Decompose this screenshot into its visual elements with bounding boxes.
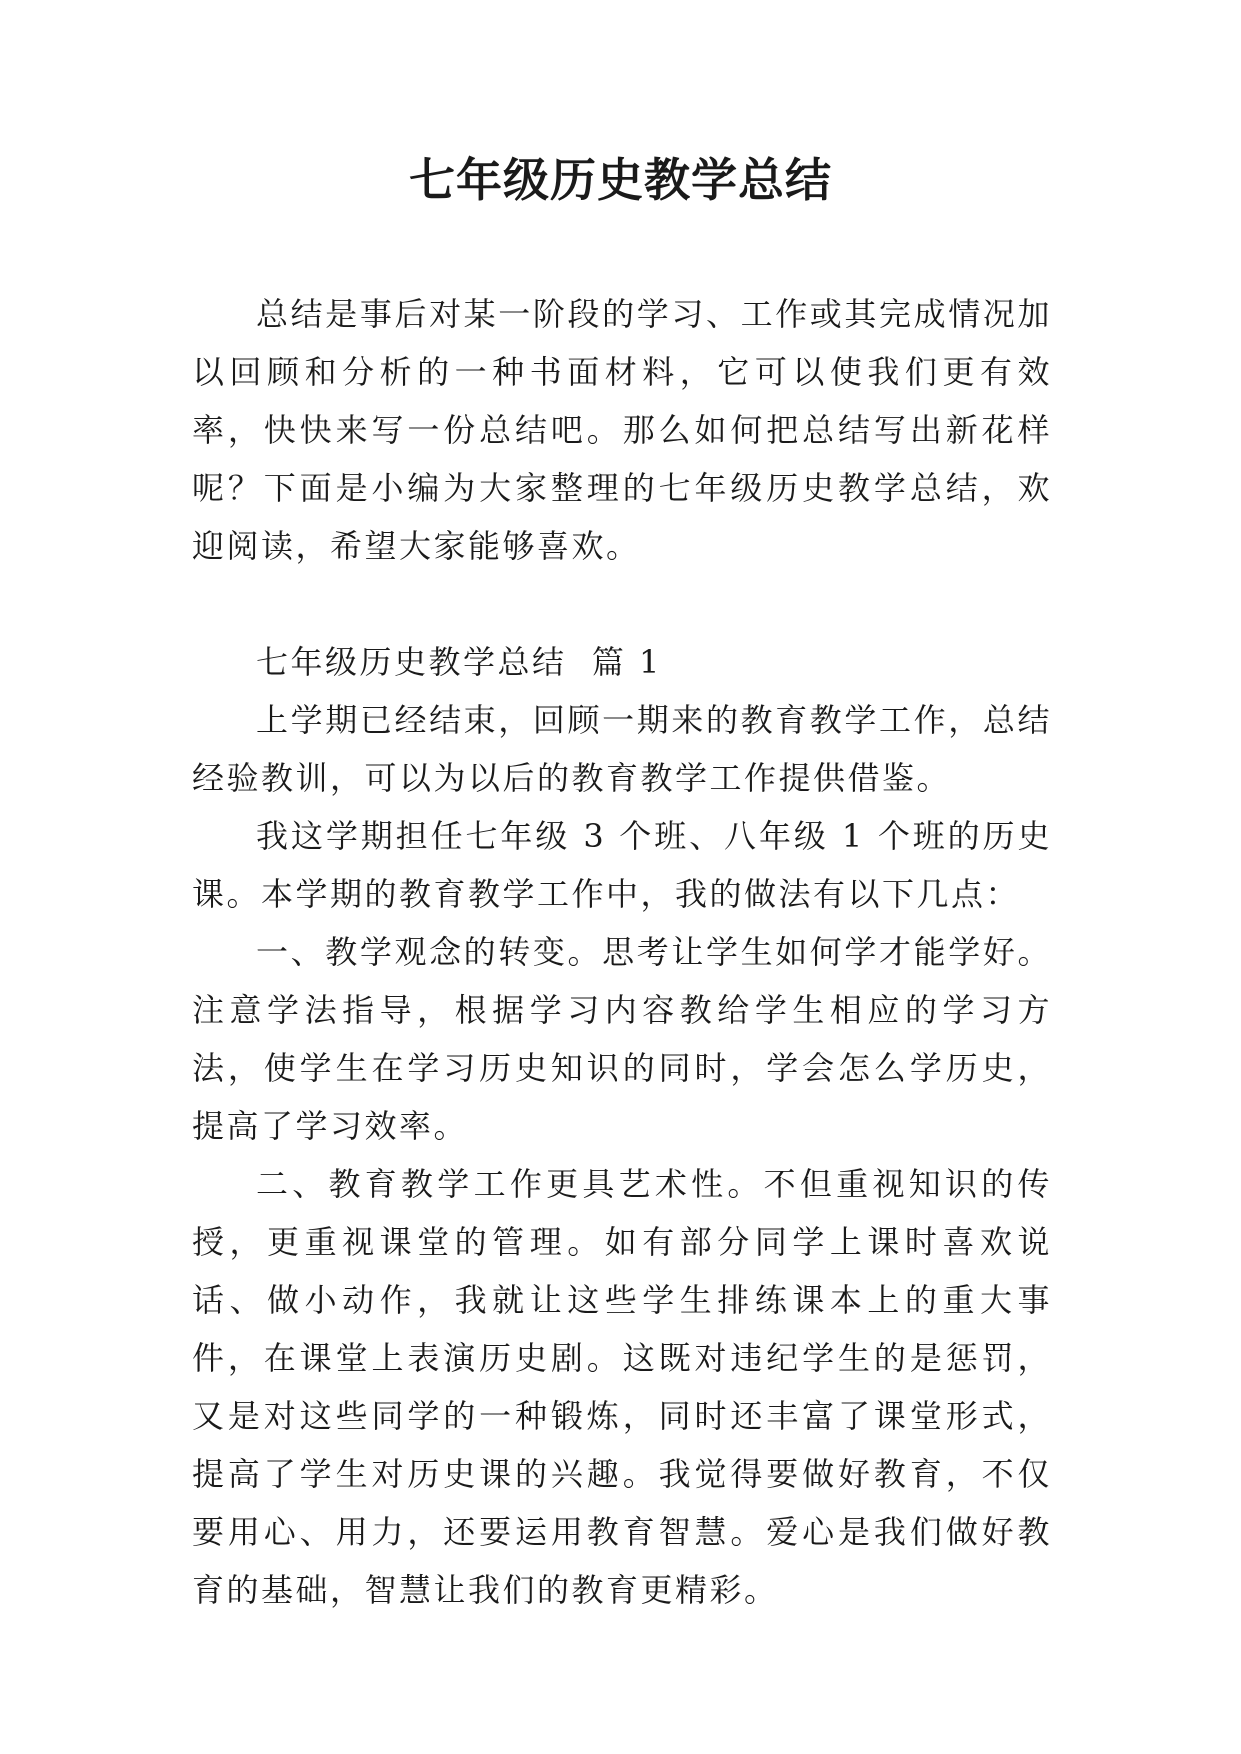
body-paragraph: 一、教学观念的转变。思考让学生如何学才能学好。注意学法指导，根据学习内容教给学生相应的学习方法，使学生在学习历史知识的同时，学会怎么学历史，提高了学习效率。 xyxy=(192,933,1052,1145)
body-paragraph: 我这学期担任七年级 3 个班、八年级 1 个班的历史课。本学期的教育教学工作中，我的做法有以下几点： xyxy=(192,817,1052,913)
section-heading: 七年级历史教学总结 篇 1 xyxy=(256,643,662,681)
paragraph-spacer xyxy=(192,575,1052,633)
document-title: 七年级历史教学总结 xyxy=(409,153,832,207)
body-paragraph: 上学期已经结束，回顾一期来的教育教学工作，总结经验教训，可以为以后的教育教学工作提供借鉴。 xyxy=(192,701,1052,797)
body-paragraph: 二、教育教学工作更具艺术性。不但重视知识的传授，更重视课堂的管理。如有部分同学上课时喜欢说话、做小动作，我就让这些学生排练课本上的重大事件，在课堂上表演历史剧。这既对违纪学生的是惩罚，又是对这些同学的一种锻炼，同时还丰富了课堂形式，提高了学生对历史课的兴趣。我觉得要做好教育，不仅要用心、用力，还要运用教育智慧。爱心是我们做好教育的基础，智慧让我们的教育更精彩。 xyxy=(192,1165,1052,1609)
document-body xyxy=(192,285,1052,1619)
intro-paragraph: 总结是事后对某一阶段的学习、工作或其完成情况加以回顾和分析的一种书面材料，它可以使我们更有效率，快快来写一份总结吧。那么如何把总结写出新花样呢？下面是小编为大家整理的七年级历史教学总结，欢迎阅读，希望大家能够喜欢。 xyxy=(192,295,1052,565)
